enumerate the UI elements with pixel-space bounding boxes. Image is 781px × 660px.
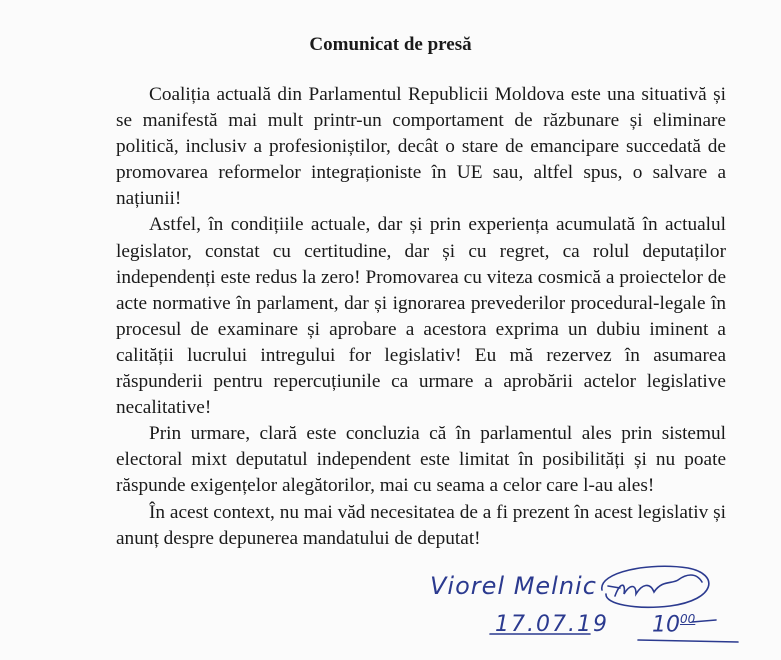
paragraph-3: Prin urmare, clară este concluzia că în parlamentul ales prin sistemul electoral mixt deputatul independent este limitat în posibilități și nu poate răspunde exigențelor alegătorilor, mai cu seama a celor care l-au ales! (116, 423, 726, 497)
paragraph-4: În acest context, nu mai văd necesitatea de a fi prezent în acest legislativ și anunț despre depunerea mandatului de deputat! (116, 501, 726, 549)
document-body (116, 82, 726, 552)
paragraph-2: Astfel, în condițiile actuale, dar și prin experiența acumulată în actualul legislator, constat cu certitudine, dar și cu regret, ca rolul deputaților independenți este redus la zero! Promovarea cu viteza cosmică a proiectelor de acte normative în parlament, dar și ignorarea prevederilor procedural-legale în procesul de examinare și aprobare a acestora exprima un dubiu iminent a calității lucrului intregului for legislativ! Eu mă rezervez în asumarea răspunderii pentru repercuțiunile ca urmare a aprobării actelor legislative necalitative! (116, 214, 726, 419)
time-hour: 10 (652, 612, 680, 638)
document-title: Comunicat de presă (309, 34, 472, 55)
time-minutes: 00 (680, 612, 696, 626)
handwritten-date: 17.07.19 (495, 612, 609, 637)
paragraph-1: Coaliția actuală din Parlamentul Republicii Moldova este una situativă și se manifestă mai mult printr-un comportament de răzbunare și eliminare politică, inclusiv a profesioniștilor, decât o stare de emancipare succedată de promovarea reformelor integraționiste în UE sau, altfel spus, o salvare a națiunii! (116, 84, 726, 210)
handwritten-name: Viorel Melnic (430, 572, 597, 600)
signature-scribble-icon (420, 560, 760, 650)
signature-block (420, 560, 760, 650)
